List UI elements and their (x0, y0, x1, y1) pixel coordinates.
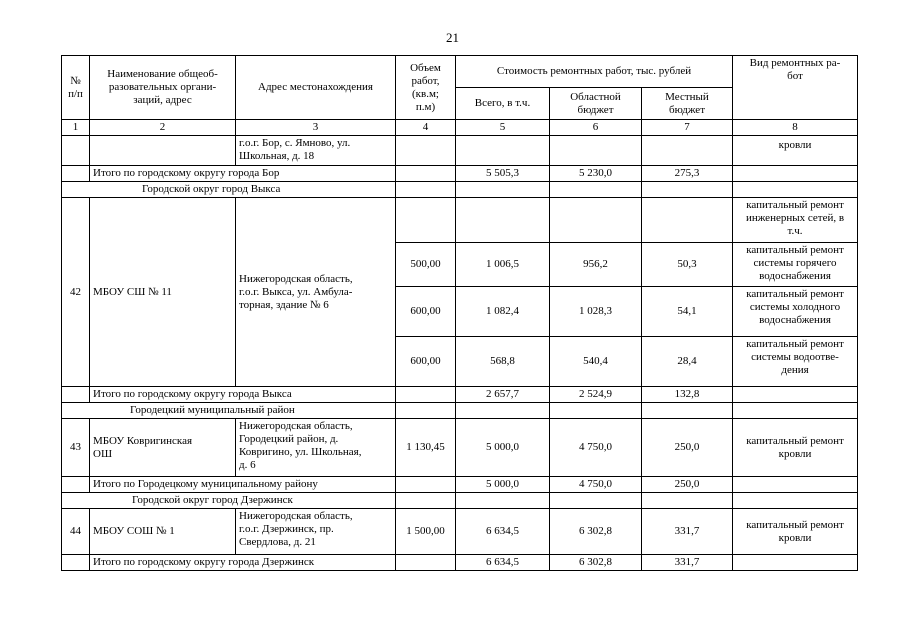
header-cost-group: Стоимость ремонтных работ, тыс. рублей (456, 56, 733, 88)
type-cell: капитальный ремонт системы водоотве- дения (733, 337, 858, 387)
column-number: 1 (62, 120, 90, 136)
regional-cell: 5 230,0 (550, 166, 642, 182)
column-numbers-row (62, 120, 858, 136)
regional-cell: 540,4 (550, 337, 642, 387)
column-number: 2 (90, 120, 236, 136)
address-cell: г.о.г. Бор, с. Ямново, ул. Школьная, д. 18 (236, 136, 396, 166)
header-type: Вид ремонтных ра- бот (733, 56, 858, 120)
section-row (62, 182, 858, 198)
organization-name: МБОУ СШ № 11 (90, 198, 236, 387)
local-cell: 250,0 (642, 477, 733, 493)
total-cell: 6 634,5 (456, 509, 550, 555)
row-number: 43 (62, 419, 90, 477)
address-cell: Нижегородская область, г.о.г. Выкса, ул. Амбула- торная, здание № 6 (236, 198, 396, 387)
subtotal-label: Итого по городскому округу города Выкса (90, 387, 396, 403)
type-cell: капитальный ремонт системы горячего водоснабжения (733, 243, 858, 287)
table-row (62, 136, 858, 166)
local-cell: 250,0 (642, 419, 733, 477)
local-cell: 50,3 (642, 243, 733, 287)
subtotal-row (62, 387, 858, 403)
subtotal-label: Итого по Городецкому муниципальному району (90, 477, 396, 493)
total-cell: 2 657,7 (456, 387, 550, 403)
row-number: 42 (62, 198, 90, 387)
section-title: Городской округ город Выкса (62, 182, 396, 198)
column-number: 7 (642, 120, 733, 136)
type-cell: капитальный ремонт системы холодного водоснабжения (733, 287, 858, 337)
type-cell: капитальный ремонт кровли (733, 419, 858, 477)
subtotal-row (62, 166, 858, 182)
regional-cell: 6 302,8 (550, 509, 642, 555)
total-cell: 568,8 (456, 337, 550, 387)
header-row-1 (62, 56, 858, 88)
header-num: № п/п (62, 56, 90, 120)
local-cell: 331,7 (642, 509, 733, 555)
local-cell: 28,4 (642, 337, 733, 387)
total-cell: 5 505,3 (456, 166, 550, 182)
subtotal-label: Итого по городскому округу города Дзержинск (90, 555, 396, 571)
local-cell: 275,3 (642, 166, 733, 182)
address-cell: Нижегородская область, Городецкий район, д. Ковригино, ул. Школьная, д. 6 (236, 419, 396, 477)
volume-cell: 1 500,00 (396, 509, 456, 555)
row-number: 44 (62, 509, 90, 555)
column-number: 6 (550, 120, 642, 136)
header-volume: Объем работ, (кв.м; п.м) (396, 56, 456, 120)
page-number: 21 (446, 30, 459, 45)
table-row (62, 419, 858, 477)
regional-cell: 4 750,0 (550, 477, 642, 493)
type-cell: капитальный ремонт инженерных сетей, в т.ч. (733, 198, 858, 243)
header-name: Наименование общеоб- разовательных органи- заций, адрес (90, 56, 236, 120)
regional-cell: 6 302,8 (550, 555, 642, 571)
organization-name: МБОУ СОШ № 1 (90, 509, 236, 555)
type-cell: кровли (733, 136, 858, 166)
section-title: Городецкий муниципальный район (62, 403, 396, 419)
header-local: Местный бюджет (642, 88, 733, 120)
regional-cell: 2 524,9 (550, 387, 642, 403)
subtotal-row (62, 555, 858, 571)
organization-name: МБОУ Ковригинская ОШ (90, 419, 236, 477)
local-cell: 132,8 (642, 387, 733, 403)
subtotal-label: Итого по городскому округу города Бор (90, 166, 396, 182)
regional-cell: 956,2 (550, 243, 642, 287)
total-cell: 1 082,4 (456, 287, 550, 337)
repair-works-table (61, 55, 858, 571)
volume-cell: 1 130,45 (396, 419, 456, 477)
regional-cell: 1 028,3 (550, 287, 642, 337)
header-address: Адрес местонахождения (236, 56, 396, 120)
column-number: 4 (396, 120, 456, 136)
regional-cell: 4 750,0 (550, 419, 642, 477)
total-cell: 5 000,0 (456, 419, 550, 477)
volume-cell: 500,00 (396, 243, 456, 287)
volume-cell: 600,00 (396, 287, 456, 337)
section-row (62, 403, 858, 419)
header-total: Всего, в т.ч. (456, 88, 550, 120)
table-row (62, 198, 858, 243)
address-cell: Нижегородская область, г.о.г. Дзержинск, пр. Свердлова, д. 21 (236, 509, 396, 555)
header-regional: Областной бюджет (550, 88, 642, 120)
local-cell: 54,1 (642, 287, 733, 337)
local-cell: 331,7 (642, 555, 733, 571)
subtotal-row (62, 477, 858, 493)
section-title: Городской округ город Дзержинск (62, 493, 396, 509)
table-row (62, 509, 858, 555)
total-cell: 1 006,5 (456, 243, 550, 287)
type-cell: капитальный ремонт кровли (733, 509, 858, 555)
volume-cell: 600,00 (396, 337, 456, 387)
column-number: 8 (733, 120, 858, 136)
column-number: 3 (236, 120, 396, 136)
section-row (62, 493, 858, 509)
total-cell: 5 000,0 (456, 477, 550, 493)
total-cell: 6 634,5 (456, 555, 550, 571)
column-number: 5 (456, 120, 550, 136)
